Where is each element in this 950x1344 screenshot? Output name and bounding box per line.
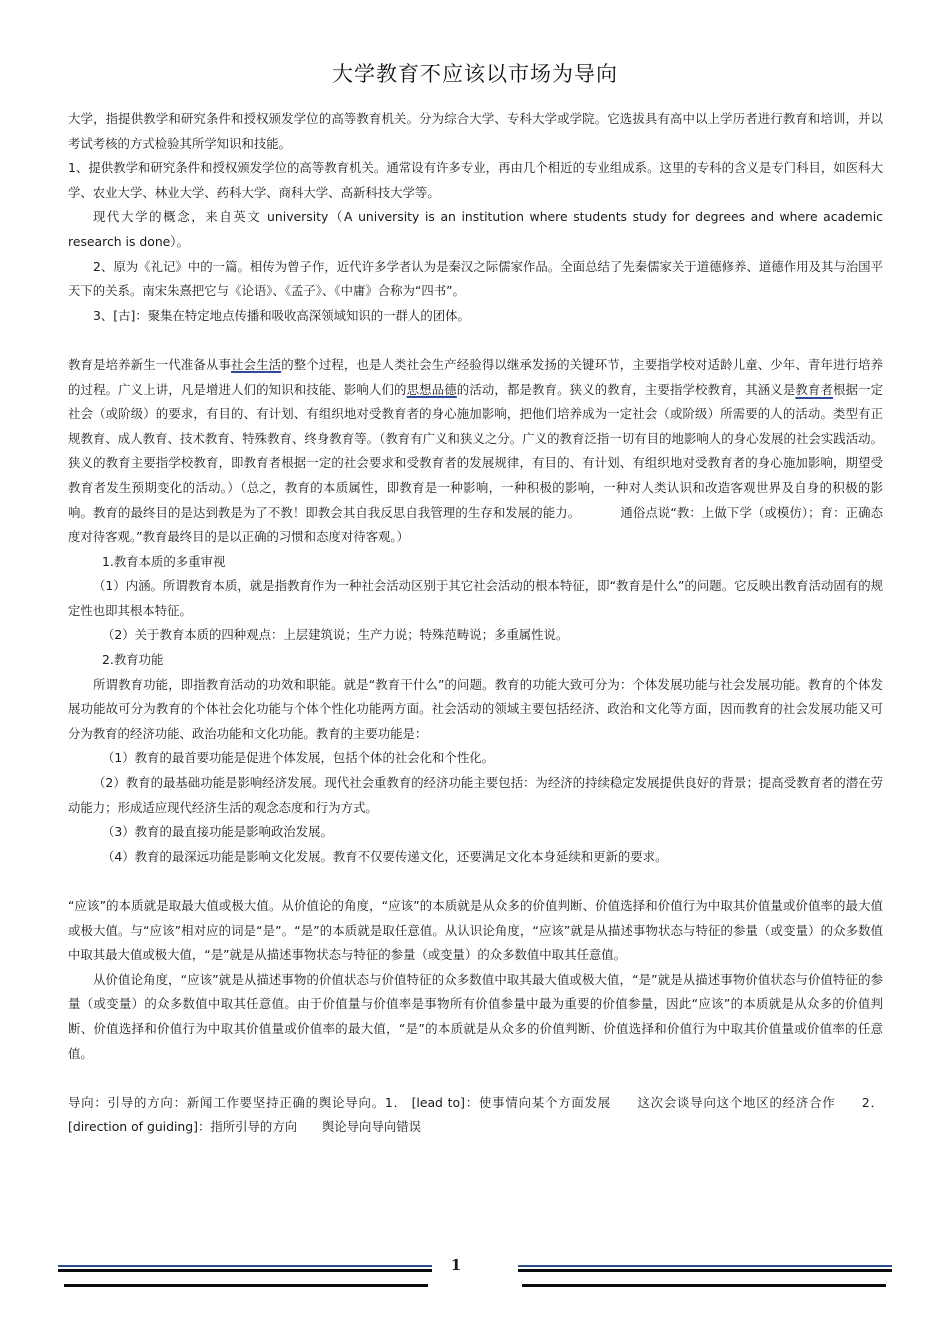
blank-line — [68, 869, 883, 894]
footer-rule-right-lower — [522, 1284, 886, 1287]
section-heading-essence: 1.教育本质的多重审视 — [102, 553, 226, 569]
document-body — [68, 107, 883, 1140]
blank-line — [68, 1066, 883, 1091]
text-segment: 通俗点说“教：上做下学（或模仿）；育：正确态度对待客观。”教育最终目的是以正确的习惯和态度对待客观。） — [68, 504, 883, 545]
function-item-2: （2）教育的最基础功能是影响经济发展。现代社会重教育的经济功能主要包括：为经济的持续稳定发展提供良好的背景；提高受教育者的潜在劳动能力；形成适应现代经济生活的观念态度和行为方式。 — [68, 775, 883, 815]
paragraph-item-1: 1、提供教学和研究条件和授权颁发学位的高等教育机关。通常设有许多专业，再由几个相近的专业组成系。这里的专科的含义是专门科目，如医科大学、农业大学、林业大学、药科大学、商科大学、高新科技大学等。 — [68, 160, 883, 200]
link-ideology-morality[interactable]: 思想品德 — [406, 381, 457, 397]
footer-rule-left-lower — [64, 1284, 428, 1287]
paragraph-item-2: 2、原为《礼记》中的一篇。相传为曾子作，近代许多学者认为是秦汉之际儒家作品。全面总结了先秦儒家关于道德修养、道德作用及其与治国平天下的关系。南宋朱熹把它与《论语》、《孟子》、《中庸》合称为“四书”。 — [68, 258, 883, 299]
section-heading-function: 2.教育功能 — [102, 652, 164, 668]
paragraph-education-definition — [68, 353, 883, 550]
page-title: 大学教育不应该以市场为导向 — [332, 62, 618, 86]
blank-line — [68, 328, 883, 353]
paragraph-should-essence: “应该”的本质就是取最大值或极大值。从价值论的角度，“应该”的本质就是从众多的价值判断、价值选择和价值行为中取其价值量或价值率的最大值或极大值。与“应该”相对应的词是“是”。“是”的本质就是取任意值。从认识论角度，“应该”就是从描述事物状态与特征的参量（或变量）的众多数值中取其最大值或极大值，“是”就是从描述事物状态与特征的参量（或变量）的众多数值中取其任意值。 — [68, 898, 883, 963]
footer-rule-right-thin — [518, 1265, 892, 1267]
function-item-1: （1）教育的最首要功能是促进个体发展，包括个体的社会化和个性化。 — [102, 750, 494, 766]
footer-rule-left — [58, 1269, 432, 1272]
paragraph-modern-university: 现代大学的概念，来自英文 university（A university is an institution where students study for degrees and where academic research is done）。 — [68, 209, 883, 249]
function-item-3: （3）教育的最直接功能是影响政治发展。 — [102, 824, 333, 840]
function-item-4: （4）教育的最深远功能是影响文化发展。教育不仅要传递文化，还要满足文化本身延续和更新的要求。 — [102, 848, 668, 864]
paragraph-value-theory: 从价值论角度，“应该”就是从描述事物的价值状态与价值特征的众多数值中取其最大值或极大值，“是”就是从描述事物价值状态与价值特征的参量（或变量）的众多数值中取其任意值。由于价值量与价值率是事物所有价值参量中最为重要的价值参量，因此“应该”的本质就是从众多的价值判断、价值选择和价值行为中取其价值量或价值率的最大值，“是”的本质就是从众多的价值判断、价值选择和价值行为中取其价值量或价值率的任意值。 — [68, 971, 883, 1061]
text-segment: 的整个过程，也是人类社会生产经验得以继承发扬的关键环节，主要指学校对适龄儿童、少年、青年进行培养的过程。广义上讲，凡是增进人们的知识和技能、影响人们的 — [68, 356, 884, 397]
footer-rule-left-thin — [58, 1265, 432, 1267]
paragraph-university-definition: 大学，指提供教学和研究条件和授权颁发学位的高等教育机关。分为综合大学、专科大学或学院。它选拔具有高中以上学历者进行教育和培训，并以考试考核的方式检验其所学知识和技能。 — [68, 111, 883, 151]
text-segment: 根据一定社会（或阶级）的要求，有目的、有计划、有组织地对受教育者的身心施加影响，把他们培养成为一定社会（或阶级）所需要的人的活动。类型有正规教育、成人教育、技术教育、特殊教育、终身教育等。（教育有广义和狭义之分。广义的教育泛指一切有目的地影响人的身心发展的社会实践活动。狭义的教育主要指学校教育，即教育者根据一定的社会要求和受教育者的发展规律，有目的、有计划、有组织地对受教育者的身心施加影响，期望受教育者发生预期变化的活动。）（总之，教育的本质属性，即教育是一种影响，一种积极的影响，一种对人类认识和改造客观世界及自身的积极的影响。教育的最终目的是达到教是为了不教！即教会其自我反思自我管理的生存和发展的能力。 — [68, 381, 884, 520]
footer-rule-right — [518, 1269, 892, 1272]
paragraph-item-3: 3、[古]：聚集在特定地点传播和吸收高深领域知识的一群人的团体。 — [93, 307, 470, 323]
link-social-life[interactable]: 社会生活 — [231, 356, 282, 372]
paragraph-guidance-definition: 导向：引导的方向：新闻工作要坚持正确的舆论导向。1． [lead to]：使事情向某个方面发展 这次会谈导向这个地区的经济合作 2． [direction of guiding]：指所引导的方向 舆论导向导向错误 — [68, 1094, 883, 1135]
paragraph-function-intro: 所谓教育功能，即指教育活动的功效和职能。就是“教育干什么”的问题。教育的功能大致可分为：个体发展功能与社会发展功能。教育的个体发展功能故可分为教育的个体社会化功能与个体个性化功能两方面。社会活动的领域主要包括经济、政治和文化等方面，因而教育的社会发展功能又可分为教育的经济功能、政治功能和文化功能。教育的主要功能是： — [68, 676, 883, 741]
page-number: 1 — [450, 1256, 462, 1274]
paragraph-essence-connotation: （1）内涵。所谓教育本质，就是指教育作为一种社会活动区别于其它社会活动的根本特征，即“教育是什么”的问题。它反映出教育活动固有的规定性也即其根本特征。 — [68, 578, 883, 618]
paragraph-essence-views: （2）关于教育本质的四种观点：上层建筑说；生产力说；特殊范畴说；多重属性说。 — [102, 627, 569, 643]
text-segment: 教育是培养新生一代准备从事 — [68, 356, 232, 372]
text-segment: 的活动，都是教育。狭义的教育，主要指学校教育，其涵义是 — [456, 381, 796, 397]
link-educator[interactable]: 教育者 — [795, 381, 834, 397]
